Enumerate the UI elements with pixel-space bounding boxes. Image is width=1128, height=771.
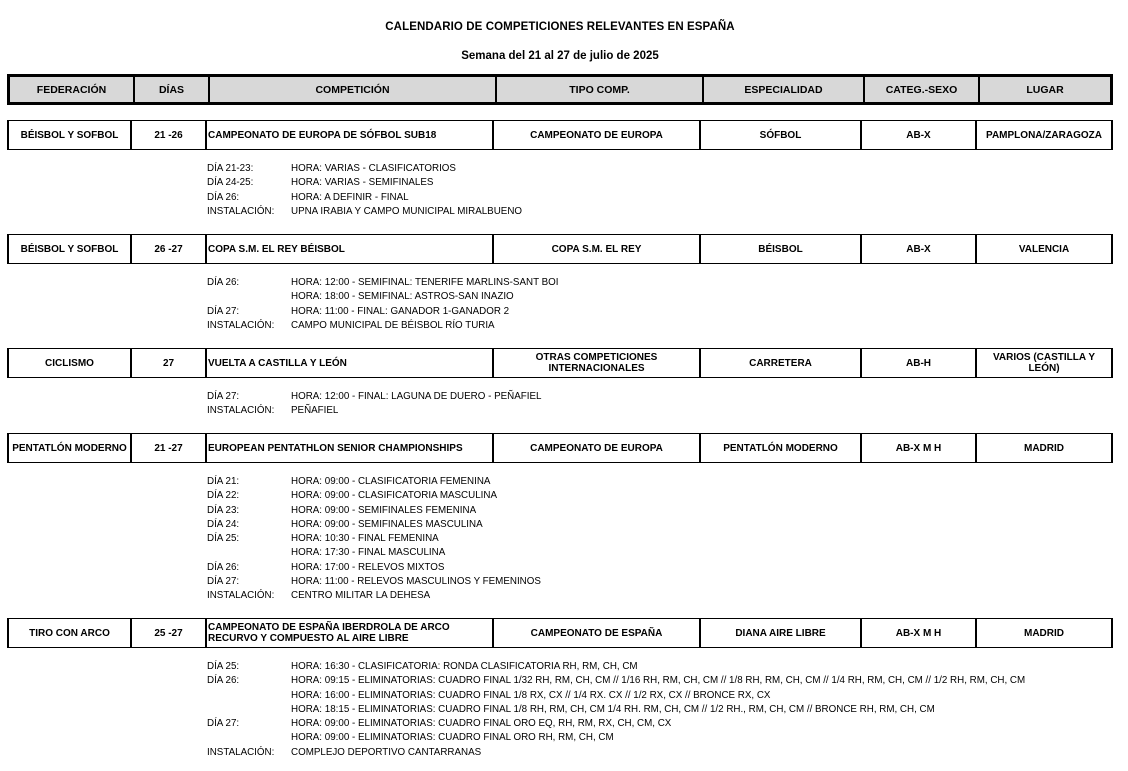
detail-label: DÍA 27: [207, 305, 240, 317]
detail-text: HORA: 12:00 - SEMIFINAL: TENERIFE MARLINS-SANT BOI [291, 277, 559, 288]
detail-label [207, 689, 291, 703]
cell-tipo: COPA S.M. EL REY [492, 235, 699, 263]
cell-especialidad: DIANA AIRE LIBRE [699, 619, 860, 647]
detail-text: HORA: 11:00 - FINAL: GANADOR 1-GANADOR 2 [291, 305, 510, 317]
competition-row [7, 348, 1113, 378]
detail-label: INSTALACIÓN: [207, 746, 275, 758]
page-title: CALENDARIO DE COMPETICIONES RELEVANTES EN ESPAÑA [385, 21, 735, 33]
detail-line [207, 305, 558, 319]
cell-lugar: VALENCIA [975, 235, 1111, 263]
cell-federacion: CICLISMO [7, 349, 130, 377]
detail-text: HORA: VARIAS - CLASIFICATORIOS [291, 163, 456, 174]
detail-text: HORA: VARIAS - SEMIFINALES [291, 177, 434, 189]
competition-details [207, 390, 541, 419]
detail-label: DÍA 25: [207, 533, 240, 544]
column-header-federacion: FEDERACIÓN [36, 83, 107, 96]
detail-line [207, 660, 1025, 674]
detail-line [207, 276, 558, 290]
cell-competicion: COPA S.M. EL REY BÉISBOL [205, 235, 492, 263]
detail-label: DÍA 27: [207, 718, 240, 729]
column-header-tipo: TIPO COMP. [495, 77, 702, 102]
cell-federacion: BÉISBOL Y SOFBOL [7, 235, 130, 263]
detail-line [207, 489, 541, 503]
cell-categoria: AB-X [860, 235, 975, 263]
cell-especialidad: SÓFBOL [699, 121, 860, 149]
competition-row [7, 120, 1113, 150]
detail-label: DÍA 26: [207, 277, 240, 288]
detail-label: DÍA 27: [207, 391, 240, 402]
detail-label: DÍA 24: [207, 518, 240, 530]
detail-text: HORA: 09:00 - SEMIFINALES MASCULINA [291, 518, 483, 530]
detail-text: COMPLEJO DEPORTIVO CANTARRANAS [291, 746, 482, 758]
competition-row [7, 618, 1113, 648]
detail-text: HORA: 09:00 - CLASIFICATORIA MASCULINA [291, 490, 497, 502]
detail-text: CENTRO MILITAR LA DEHESA [291, 590, 431, 601]
detail-text: HORA: 17:00 - RELEVOS MIXTOS [291, 561, 445, 573]
detail-line [207, 746, 1025, 760]
cell-especialidad: CARRETERA [699, 349, 860, 377]
cell-tipo: OTRAS COMPETICIONES INTERNACIONALES [492, 349, 699, 377]
detail-text: CAMPO MUNICIPAL DE BÉISBOL RÍO TURIA [291, 319, 495, 331]
detail-label: DÍA 24-25: [207, 177, 254, 189]
cell-federacion: PENTATLÓN MODERNO [7, 434, 130, 462]
cell-federacion: TIRO CON ARCO [7, 619, 130, 647]
detail-text: HORA: 16:00 - ELIMINATORIAS: CUADRO FINAL 1/8 RX, CX // 1/4 RX. CX // 1/2 RX, CX // BRONCE RX, CX [291, 689, 771, 701]
competition-details [207, 276, 558, 333]
detail-line [207, 731, 1025, 745]
cell-dias: 21 -27 [130, 434, 205, 462]
cell-tipo: CAMPEONATO DE EUROPA [492, 434, 699, 462]
cell-dias: 25 -27 [130, 619, 205, 647]
detail-label: DÍA 22: [207, 490, 240, 502]
detail-line [207, 475, 541, 489]
detail-label [207, 546, 291, 560]
detail-label: DÍA 25: [207, 661, 240, 672]
detail-text: HORA: A DEFINIR - FINAL [291, 191, 409, 203]
page-subtitle: Semana del 21 al 27 de julio de 2025 [461, 50, 659, 62]
detail-line [207, 191, 522, 205]
cell-lugar: VARIOS (CASTILLA Y LEÓN) [975, 349, 1111, 377]
column-header-lugar: LUGAR [978, 77, 1110, 102]
detail-label: DÍA 26: [207, 191, 240, 203]
cell-dias: 26 -27 [130, 235, 205, 263]
detail-line [207, 717, 1025, 731]
cell-competicion: EUROPEAN PENTATHLON SENIOR CHAMPIONSHIPS [205, 434, 492, 462]
detail-text: HORA: 09:00 - ELIMINATORIAS: CUADRO FINAL ORO RH, RM, CH, CM [291, 732, 614, 744]
cell-especialidad: PENTATLÓN MODERNO [699, 434, 860, 462]
cell-categoria: AB-X M H [860, 619, 975, 647]
detail-line [207, 162, 522, 176]
detail-label: DÍA 21-23: [207, 163, 254, 174]
detail-label [207, 290, 291, 304]
detail-label [207, 731, 291, 745]
detail-text: UPNA IRABIA Y CAMPO MUNICIPAL MIRALBUENO [291, 205, 523, 217]
detail-label: INSTALACIÓN: [207, 205, 275, 217]
detail-text: HORA: 12:00 - FINAL: LAGUNA DE DUERO - PEÑAFIEL [291, 391, 542, 402]
competition-row [7, 234, 1113, 264]
detail-text: HORA: 18:00 - SEMIFINAL: ASTROS-SAN INAZIO [291, 291, 514, 303]
detail-label: DÍA 27: [207, 575, 240, 587]
cell-lugar: MADRID [975, 434, 1111, 462]
detail-line [207, 290, 558, 304]
detail-line [207, 689, 1025, 703]
competition-details [207, 660, 1025, 760]
cell-lugar: MADRID [975, 619, 1111, 647]
cell-categoria: AB-H [860, 349, 975, 377]
detail-label: INSTALACIÓN: [207, 405, 275, 417]
column-header-categoria: CATEG.-SEXO [863, 77, 978, 102]
cell-especialidad: BÉISBOL [699, 235, 860, 263]
detail-line [207, 674, 1025, 688]
detail-label [207, 703, 291, 717]
detail-line [207, 589, 541, 603]
detail-label: INSTALACIÓN: [207, 590, 275, 601]
detail-line [207, 532, 541, 546]
column-header-competicion: COMPETICIÓN [208, 77, 495, 102]
cell-categoria: AB-X M H [860, 434, 975, 462]
detail-text: HORA: 09:00 - CLASIFICATORIA FEMENINA [291, 476, 491, 487]
detail-line [207, 404, 541, 418]
detail-text: HORA: 10:30 - FINAL FEMENINA [291, 533, 439, 544]
detail-label: DÍA 26: [207, 561, 240, 573]
cell-federacion: BÉISBOL Y SOFBOL [7, 121, 130, 149]
detail-text: HORA: 17:30 - FINAL MASCULINA [291, 547, 446, 559]
detail-line [207, 205, 522, 219]
column-header-dias: DÍAS [133, 77, 208, 102]
cell-competicion: CAMPEONATO DE EUROPA DE SÓFBOL SUB18 [205, 121, 492, 149]
cell-dias: 21 -26 [130, 121, 205, 149]
cell-dias: 27 [130, 349, 205, 377]
cell-tipo: CAMPEONATO DE ESPAÑA [492, 619, 699, 647]
column-header-especialidad: ESPECIALIDAD [702, 77, 863, 102]
detail-text: HORA: 09:00 - ELIMINATORIAS: CUADRO FINAL ORO EQ, RH, RM, RX, CH, CM, CX [291, 718, 672, 729]
detail-line [207, 504, 541, 518]
detail-line [207, 390, 541, 404]
cell-categoria: AB-X [860, 121, 975, 149]
detail-label: DÍA 21: [207, 476, 240, 487]
detail-text: HORA: 16:30 - CLASIFICATORIA: RONDA CLASIFICATORIA RH, RM, CH, CM [291, 661, 638, 672]
detail-text: HORA: 09:00 - SEMIFINALES FEMENINA [291, 504, 477, 516]
competition-details [207, 475, 541, 603]
table-header [7, 74, 1113, 105]
detail-label: INSTALACIÓN: [207, 319, 275, 331]
cell-competicion: CAMPEONATO DE ESPAÑA IBERDROLA DE ARCO RECURVO Y COMPUESTO AL AIRE LIBRE [205, 619, 492, 647]
detail-line [207, 518, 541, 532]
detail-label: DÍA 26: [207, 675, 240, 687]
detail-text: HORA: 09:15 - ELIMINATORIAS: CUADRO FINAL 1/32 RH, RM, CH, CM // 1/16 RH, RM, CH, CM // 1/8 RH, RM, CH, CM // 1/4 RH, RM, CH, CM // 1/2 RH, RM, CH, CM [291, 675, 1026, 687]
competition-row [7, 433, 1113, 463]
detail-line [207, 703, 1025, 717]
detail-text: HORA: 11:00 - RELEVOS MASCULINOS Y FEMENINOS [291, 575, 541, 587]
detail-line [207, 319, 558, 333]
detail-text: HORA: 18:15 - ELIMINATORIAS: CUADRO FINAL 1/8 RH, RM, CH, CM 1/4 RH. RM, CH, CM // 1/2 RH., RM, CH, CM // BRONCE RH, RM, CH, CM [291, 703, 935, 715]
detail-line [207, 561, 541, 575]
competition-details [207, 162, 522, 219]
detail-line [207, 176, 522, 190]
detail-line [207, 546, 541, 560]
detail-label: DÍA 23: [207, 504, 240, 516]
detail-line [207, 575, 541, 589]
detail-text: PEÑAFIEL [291, 405, 339, 417]
cell-lugar: PAMPLONA/ZARAGOZA [975, 121, 1111, 149]
cell-tipo: CAMPEONATO DE EUROPA [492, 121, 699, 149]
cell-competicion: VUELTA A CASTILLA Y LEÓN [205, 349, 492, 377]
